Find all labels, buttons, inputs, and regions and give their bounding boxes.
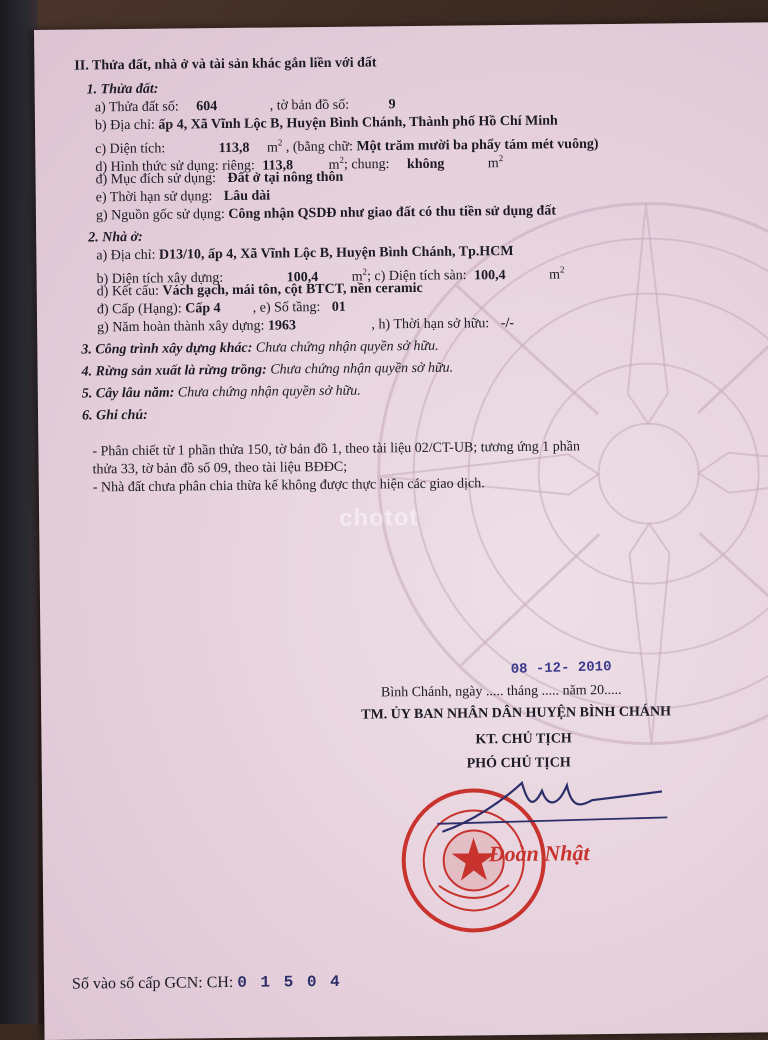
section-title: II. Thửa đất, nhà ở và tài sản khác gắn liền với đất [74, 55, 377, 74]
land-common-label: ; chung: [343, 156, 390, 173]
house-floors: 01 [331, 299, 346, 315]
land-dd-label: đ) Mục đích sử dụng: [95, 171, 217, 188]
land-area-unit: m [266, 140, 278, 156]
house-grade-label: đ) Cấp (Hạng): [96, 301, 182, 318]
house-address: D13/10, ấp 4, Xã Vĩnh Lộc B, Huyện Bình Chánh, Tp.HCM [158, 243, 514, 263]
house-footprint-area: 100,4 [286, 269, 319, 286]
house-structure: Vách gạch, mái tôn, cột BTCT, nền ceramic [162, 280, 423, 299]
house-d-label: d) Kết cấu: [96, 283, 160, 300]
land-g-row [96, 203, 556, 226]
note-line-1: - Phân chiết từ 1 phần thửa 150, tờ bản đồ 1, theo tài liệu 02/CT-UB; tương ứng 1 phần [92, 439, 581, 460]
house-term: -/- [500, 315, 515, 332]
land-common-unit: m [487, 155, 499, 171]
land-private-area: 113,8 [262, 157, 294, 174]
house-b-unit: m [351, 269, 363, 285]
house-year: 1963 [267, 318, 297, 334]
sq-mark: 2 [362, 266, 368, 277]
item4-heading: 4. Rừng sản xuất là rừng trồng: [81, 362, 267, 380]
house-d-row [97, 280, 423, 301]
signer-role-1: KT. CHỦ TỊCH [475, 731, 572, 748]
item5-value: Chưa chứng nhận quyền sở hữu. [177, 383, 361, 401]
item3-heading: 3. Công trình xây dựng khác: [81, 340, 253, 358]
land-use-origin: Công nhận QSDĐ như giao đất có thu tiền sử dụng đất [228, 203, 557, 222]
item4-row [81, 360, 453, 382]
land-use-purpose: Đất ở tại nông thôn [227, 169, 344, 186]
registry-number: 0 1 5 0 4 [237, 972, 342, 992]
item6-heading: 6. Ghi chú: [81, 407, 148, 424]
signer-role-2: PHÓ CHỦ TỊCH [466, 755, 571, 772]
place-date: Bình Chánh, ngày ..... tháng ..... năm 20..... [380, 682, 622, 701]
note-line-2: thửa 33, tờ bản đồ số 09, theo tài liệu BĐĐC; [92, 459, 348, 478]
land-d-unit: m [328, 157, 340, 173]
land-use-term: Lâu dài [223, 188, 271, 205]
house-b-label: b) Diện tích xây dựng: [96, 270, 224, 288]
item5-row [82, 383, 361, 404]
land-address: ấp 4, Xã Vĩnh Lộc B, Huyện Bình Chánh, Thành phố Hồ Chí Minh [158, 113, 558, 133]
house-grade: Cấp 4 [185, 301, 221, 317]
land-common-area: không [406, 156, 445, 172]
land-c-label: c) Diện tích: [95, 141, 166, 158]
item4-value: Chưa chứng nhận quyền sở hữu. [270, 360, 454, 378]
certificate-page [34, 22, 768, 1040]
date-stamp: 08 -12- 2010 [510, 659, 612, 678]
house-c-unit: m [548, 267, 561, 283]
note-line-3: - Nhà đất chưa phân chia thừa kế không được thực hiện các giao dịch. [92, 476, 485, 496]
land-area-words-label: , (bằng chữ: [285, 139, 354, 156]
registry-label: Số vào sổ cấp GCN: CH: [71, 973, 234, 993]
land-b-label: b) Địa chỉ: [94, 117, 155, 134]
land-heading: 1. Thửa đất: [86, 81, 159, 98]
signature-icon [432, 769, 673, 842]
item3-row [81, 338, 438, 360]
sq-mark: 2 [498, 153, 504, 164]
item5-heading: 5. Cây lâu năm: [81, 385, 175, 402]
house-floor-area: 100,4 [474, 267, 506, 284]
house-g-row [97, 315, 514, 337]
house-heading: 2. Nhà ở: [88, 229, 143, 246]
land-g-label: g) Nguồn gốc sử dụng: [95, 207, 225, 224]
house-year-label: g) Năm hoàn thành xây dựng: [97, 318, 265, 336]
house-floors-label: , e) Số tầng: [252, 300, 321, 316]
land-a-label: a) Thửa đất số: [94, 99, 179, 116]
land-e-row [96, 188, 271, 208]
land-area-words: Một trăm mười ba phẩy tám mét vuông) [356, 136, 599, 155]
house-term-label: , h) Thời hạn sở hữu: [371, 316, 490, 333]
dark-object-left [0, 0, 38, 1024]
land-area: 113,8 [218, 140, 250, 156]
house-c-label: ; c) Diện tích sàn: [366, 268, 467, 285]
land-parcel-number: 604 [196, 99, 218, 115]
sq-mark: 2 [559, 264, 565, 275]
registry-row [72, 973, 342, 994]
land-dd-row [95, 169, 343, 190]
issuing-organization: TM. ỦY BAN NHÂN DÂN HUYỆN BÌNH CHÁNH [361, 704, 672, 723]
item3-value: Chưa chứng nhận quyền sở hữu. [255, 338, 439, 356]
sq-mark: 2 [277, 137, 283, 148]
land-map-label: , tờ bản đồ số: [269, 97, 350, 114]
land-e-label: e) Thời hạn sử dụng: [95, 189, 213, 206]
chotot-watermark: chotot [338, 504, 419, 532]
signer-name: Đoàn Nhật [488, 840, 590, 867]
land-d-label: d) Hình thức sử dụng: riêng: [95, 158, 255, 176]
land-map-number: 9 [388, 97, 396, 113]
house-a-label: a) Địa chỉ: [96, 247, 156, 264]
sq-mark: 2 [339, 154, 344, 165]
